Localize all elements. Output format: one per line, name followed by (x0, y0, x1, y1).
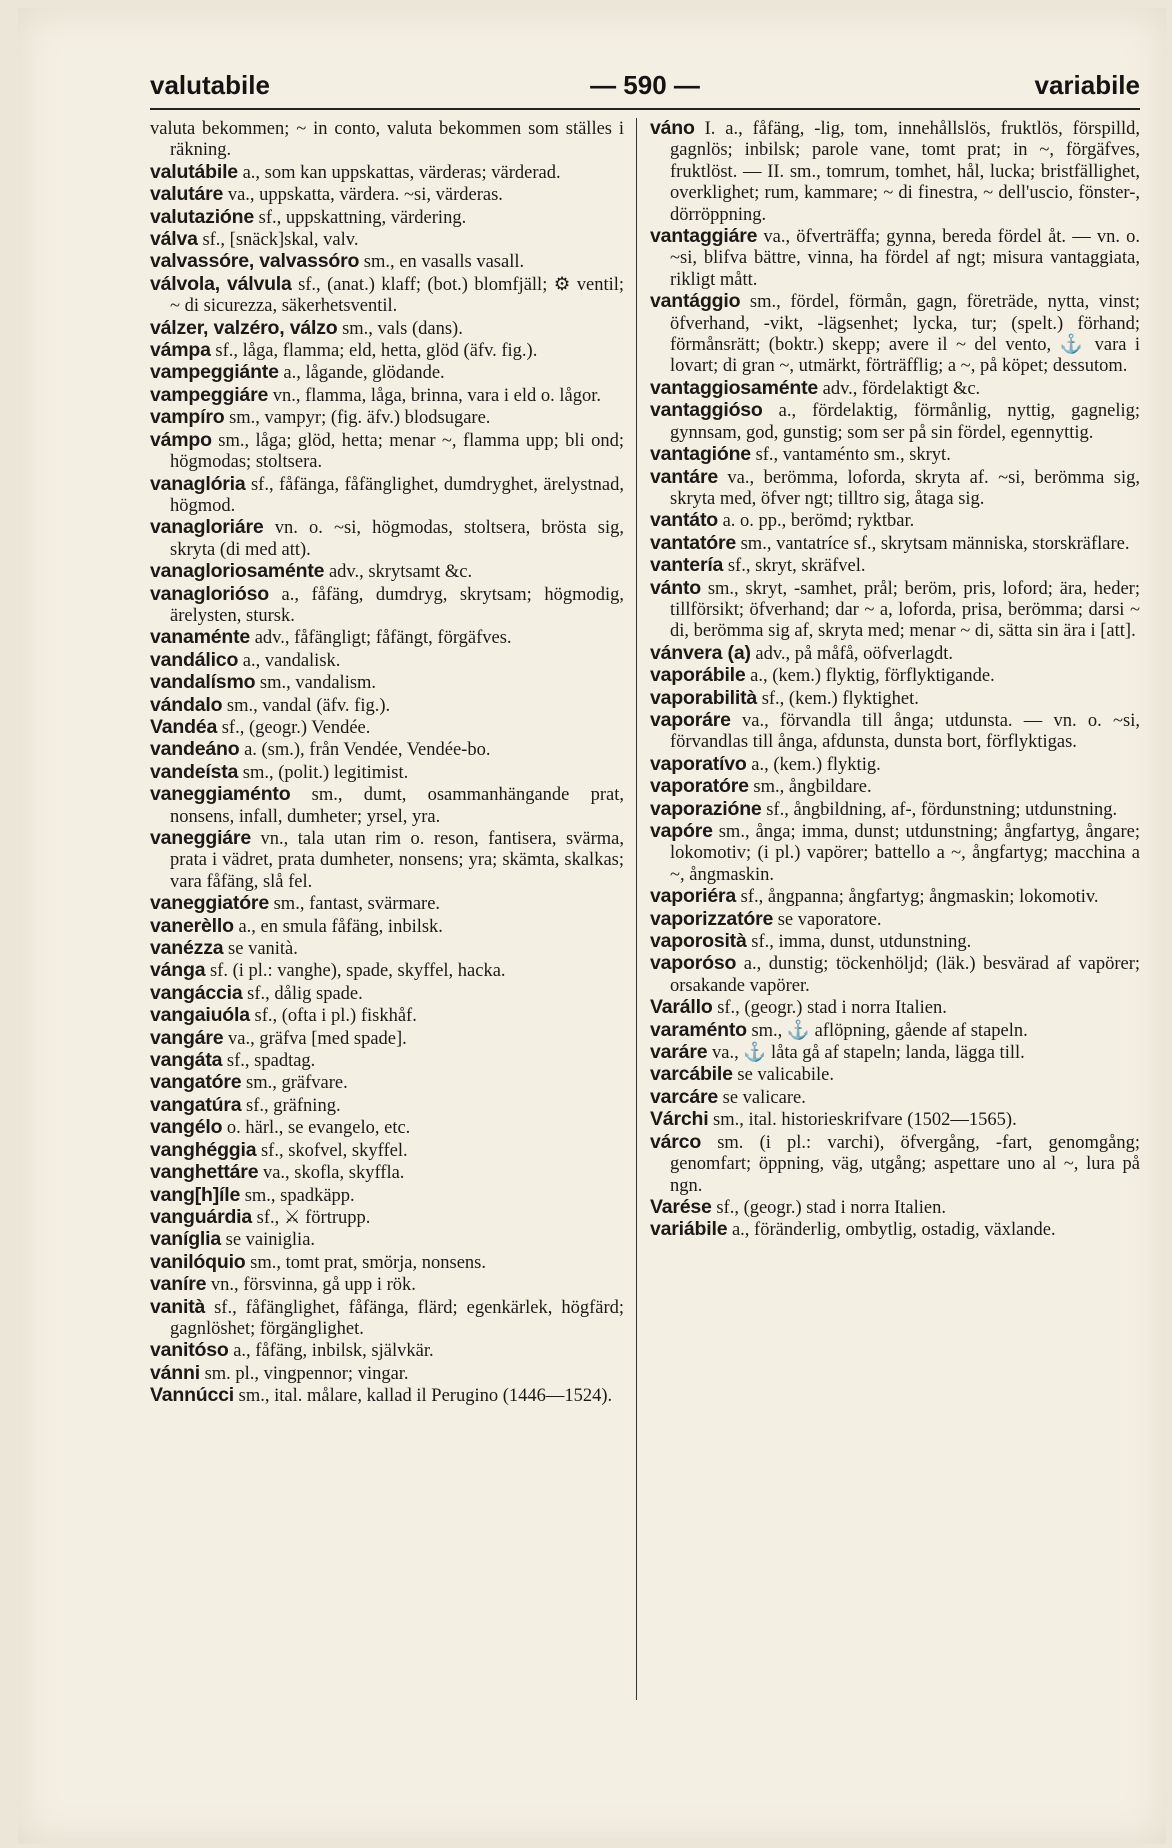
entry-definition: sm., en vasalls vasall. (359, 252, 525, 273)
entry-headword: vánga (150, 959, 206, 982)
dictionary-entry (150, 229, 624, 251)
dictionary-entry (650, 1020, 1140, 1042)
entry-definition: sm., skryt, -samhet, prål; beröm, pris, loford; ära, heder; tillförsikt; öfverhand; dar ~ a, loforda, prisa, berömma; darsi ~ di, berömma sig af, skryta med; menar ~ di, sätta sin ära i [att]. (670, 578, 1145, 642)
dictionary-entry (650, 1064, 1140, 1086)
entry-headword: vaporiéra (650, 885, 736, 908)
dictionary-entry (150, 184, 624, 206)
dictionary-entry (150, 340, 624, 362)
entry-definition: sm., ital. historieskrifvare (1502—1565). (708, 1110, 1017, 1131)
dictionary-entry (650, 1219, 1140, 1241)
dictionary-entry (650, 909, 1140, 931)
entry-definition: a., fåfäng, dumdryg, skrytsam; högmodig, ärelysten, stursk. (170, 584, 629, 626)
dictionary-entry (150, 385, 624, 407)
entry-definition: se valicare. (718, 1087, 806, 1108)
entry-definition: sf., (geogr.) Vendée. (217, 717, 371, 738)
entry-definition: sf., fåfänglighet, fåfänga, flärd; egenkärlek, högfärd; gagnlöshet; förgänglighet. (170, 1297, 629, 1339)
entry-definition: sf., ångpanna; ångfartyg; ångmaskin; lokomotiv. (736, 887, 1099, 908)
dictionary-entry (150, 1274, 624, 1296)
entry-definition: sf., ångbildning, af-, fördunstning; utdunstning. (761, 799, 1118, 820)
entry-definition: sm., tomt prat, smörja, nonsens. (245, 1252, 486, 1273)
entry-definition: a., dunstig; töckenhöljd; (läk.) besvärad af vapörer; orsakande vapörer. (670, 954, 1145, 996)
entry-definition: sm., spadkäpp. (240, 1185, 355, 1206)
entry-definition: a., fåfäng, inbilsk, självkär. (228, 1341, 434, 1362)
dictionary-entry (150, 960, 624, 982)
dictionary-entry (650, 1109, 1140, 1131)
dictionary-entry (150, 1385, 624, 1407)
entry-headword: vantáto (650, 509, 718, 532)
entry-definition: sm., vandal (äfv. fig.). (222, 695, 391, 716)
entry-headword: vampeggiánte (150, 361, 279, 384)
entry-definition: a., föränderlig, ombytlig, ostadig, växlande. (727, 1220, 1056, 1241)
entry-headword: vandalísmo (150, 671, 256, 694)
entry-headword: vaporatívo (650, 752, 747, 775)
entry-headword: vaporosità (650, 930, 747, 953)
entry-definition: sf., gräfning. (241, 1095, 341, 1116)
dictionary-entry (650, 399, 1145, 444)
entry-definition: adv., fördelaktigt &c. (818, 378, 981, 399)
dictionary-entry (150, 893, 624, 915)
entry-headword: varáre (650, 1041, 708, 1064)
entry-definition: sm., dumt, osammanhängande prat, nonsens, infall, dumheter; yrsel, yra. (170, 785, 629, 827)
entry-headword: vangáta (150, 1049, 223, 1072)
entry-definition: sf., fåfänga, fåfänglighet, dumdryghet, ärelystnad, högmod. (170, 474, 629, 516)
dictionary-entry (150, 1162, 624, 1184)
dictionary-entry (650, 378, 1140, 400)
entry-headword: vangatóre (150, 1071, 242, 1094)
entry-headword: vanaménte (150, 626, 251, 649)
dictionary-entry (150, 1207, 624, 1229)
entry-headword: vanghéggia (150, 1138, 257, 1161)
dictionary-entry (650, 1197, 1140, 1219)
entry-definition: va., öfverträffa; gynna, bereda fördel åt. — vn. o. ~si, blifva bättre, vinna, ha fördel af ngt; misura vantaggiata, rikligt mått. (670, 227, 1145, 290)
entry-definition: sf. (i pl.: vanghe), spade, skyffel, hacka. (205, 961, 506, 982)
page-number: — 590 — (590, 70, 700, 100)
dictionary-entry (150, 582, 629, 628)
entry-definition: a., fördelaktig, förmånlig, nyttig, gagnelig; gynnsam, god, gunstig; som ser på sin fördel, egennyttig. (670, 401, 1145, 443)
dictionary-entry (650, 576, 1145, 643)
entry-headword: vantaggiáre (650, 225, 758, 248)
dictionary-entry (650, 665, 1140, 687)
entry-definition: vn. o. ~si, högmodas, stoltsera, brösta sig, skryta (di med att). (170, 518, 629, 560)
dictionary-entry (150, 783, 629, 828)
entry-headword: vaneggiáre (150, 827, 251, 849)
entry-definition: sf., (anat.) klaff; (bot.) blomfjäll; ⚙ ventil; ~ di sicurezza, säkerhetsventil. (170, 274, 629, 317)
entry-headword: vandeáno (150, 738, 240, 761)
entry-headword: vánni (150, 1361, 200, 1384)
entry-definition: a., lågande, glödande. (278, 363, 445, 384)
dictionary-entry (650, 754, 1140, 776)
entry-headword: valvassóre, valvassóro (150, 250, 360, 273)
entry-headword: varcábile (650, 1063, 733, 1086)
dictionary-entry (150, 407, 624, 429)
entry-headword: vaníglia (150, 1228, 222, 1251)
entry-headword: vanerèllo (150, 914, 234, 937)
entry-headword: Varállo (650, 996, 713, 1019)
dictionary-entry (150, 1028, 624, 1050)
header-last-word: variabile (1034, 70, 1140, 100)
entry-headword: vantería (650, 554, 724, 577)
entry-headword: vaporatóre (650, 775, 749, 798)
dictionary-entry (150, 1072, 624, 1094)
entry-definition: sf., spadtag. (222, 1051, 316, 1072)
dictionary-entry (150, 1140, 624, 1162)
entry-definition: se valicabile. (732, 1065, 834, 1086)
entry-definition: sm., ital. målare, kallad il Perugino (1446—1524). (234, 1386, 613, 1407)
page-header (150, 70, 1140, 110)
entry-definition: a., som kan uppskattas, värderas; värderad. (237, 162, 561, 183)
entry-headword: varcáre (650, 1085, 719, 1108)
entry-headword: vánvera (a) (650, 641, 751, 664)
entry-definition: sf., skryt, skräfvel. (723, 556, 866, 577)
dictionary-entry (650, 444, 1140, 466)
dictionary-entry (150, 561, 624, 583)
entry-headword: vang[h]íle (150, 1183, 241, 1206)
entry-definition: sf., (geogr.) stad i norra Italien. (712, 998, 947, 1019)
entry-headword: vaneggiaménto (150, 783, 291, 806)
entry-headword: vaporizzatóre (650, 907, 774, 930)
entry-headword: vandálico (150, 648, 239, 671)
entry-definition: sm., vantatríce sf., skrytsam människa, storskräflare. (735, 533, 1130, 554)
entry-definition: sf., uppskattning, värdering. (254, 207, 467, 228)
dictionary-entry (150, 1117, 624, 1139)
entry-headword: vangáccia (150, 981, 243, 1004)
entry-definition: a. (sm.), från Vendée, Vendée-bo. (239, 740, 491, 761)
dictionary-entry (650, 952, 1145, 997)
dictionary-entry (650, 643, 1140, 665)
dictionary-entry (650, 1042, 1140, 1064)
dictionary-entry (650, 688, 1140, 710)
entry-definition: sm., fantast, svärmare. (268, 894, 441, 915)
entry-headword: variábile (650, 1218, 728, 1241)
entry-headword: vanitóso (150, 1339, 229, 1362)
dictionary-entry (150, 362, 624, 384)
dictionary-entry (650, 799, 1140, 821)
entry-headword: vanghettáre (150, 1161, 259, 1184)
header-first-word: valutabile (150, 70, 270, 100)
entry-definition: se vaporatore. (773, 909, 882, 930)
dictionary-entry (650, 117, 1145, 226)
dictionary-entry (150, 428, 629, 474)
entry-definition: va., förvandla till ånga; utdunsta. — vn. o. ~si, förvandlas till ånga, afdunsta, dunsta bort, förflyktigas. (670, 710, 1145, 753)
dictionary-entry (650, 533, 1140, 555)
entry-headword: vanilóquio (150, 1250, 246, 1273)
dictionary-entry (650, 225, 1145, 291)
entry-definition: va., ⚓ låta gå af stapeln; landa, lägga till. (707, 1043, 1025, 1064)
entry-headword: vanaglória (150, 472, 246, 495)
dictionary-entry (150, 1252, 624, 1274)
entry-headword: vánto (650, 576, 702, 599)
entry-definition: sm., ångbildare. (748, 777, 872, 798)
dictionary-entry (150, 762, 624, 784)
entry-headword: vaníre (150, 1273, 207, 1296)
dictionary-entry (650, 931, 1140, 953)
entry-definition: sm., vals (dans). (337, 318, 463, 339)
left-column (150, 118, 629, 1818)
dictionary-entry (650, 708, 1145, 754)
entry-definition: sf., [snäck]skal, valv. (197, 230, 359, 251)
entry-headword: váno (650, 117, 695, 139)
dictionary-entry (650, 1130, 1145, 1197)
entry-headword: vanézza (150, 937, 224, 960)
dictionary-entry (150, 472, 629, 518)
entry-definition: o. härl., se evangelo, etc. (222, 1118, 411, 1139)
dictionary-entry (150, 1363, 624, 1385)
dictionary-entry (650, 1087, 1140, 1109)
entry-headword: vantággio (650, 290, 741, 313)
dictionary-entry (650, 820, 1145, 886)
dictionary-entry (650, 886, 1140, 908)
entry-definition: sm., vampyr; (fig. äfv.) blodsugare. (224, 408, 491, 429)
entry-headword: vantáre (650, 465, 718, 488)
entry-definition: sf., skofvel, skyffel. (256, 1140, 408, 1161)
dictionary-entry (150, 1050, 624, 1072)
entry-definition: a., en smula fåfäng, inbilsk. (233, 916, 443, 937)
entry-definition: adv., skrytsamt &c. (324, 562, 473, 583)
dictionary-entry (150, 1229, 624, 1251)
entry-headword: vaporáre (650, 708, 731, 731)
dictionary-entry (150, 516, 629, 561)
dictionary-entry (150, 983, 624, 1005)
entry-headword: válvola, válvula (150, 272, 292, 295)
entry-definition: sf., imma, dunst, utdunstning. (746, 932, 972, 953)
dictionary-entry (650, 465, 1145, 511)
entry-headword: vándalo (150, 693, 223, 716)
entry-headword: Várchi (650, 1108, 709, 1131)
entry-headword: vanagloriáre (150, 516, 264, 539)
entry-headword: vantatóre (650, 531, 736, 554)
entry-definition: sm. (i pl.: varchi), öfvergång, -fart, genomgång; genomfart; öppning, väg, utgång; aspettare uno al ~, lura på ngn. (670, 1132, 1145, 1196)
entry-headword: valutábile (150, 160, 238, 183)
entry-headword: valutáre (150, 183, 224, 206)
entry-definition: sm., låga; glöd, hetta; menar ~, flamma upp; bli ond; högmodas; stoltsera. (170, 430, 629, 473)
dictionary-entry (650, 997, 1140, 1019)
column-divider (636, 118, 637, 1700)
entry-definition: sf., ⚔ förtrupp. (252, 1207, 371, 1228)
entry-headword: vanaglorióso (150, 582, 269, 605)
dictionary-entry (650, 776, 1140, 798)
entry-definition: va., uppskatta, värdera. ~si, värderas. (223, 185, 503, 206)
entry-headword: vampeggiáre (150, 383, 269, 406)
entry-headword: válzer, valzéro, válzo (150, 316, 338, 339)
entry-headword: Vandéa (150, 715, 218, 738)
entry-definition: sf., låga, flamma; eld, hetta, glöd (äfv. fig.). (210, 341, 538, 362)
entry-headword: válva (150, 228, 198, 251)
entry-headword: vangatúra (150, 1093, 242, 1116)
entry-headword: vanagloriosaménte (150, 560, 325, 583)
dictionary-entry (150, 1340, 624, 1362)
dictionary-entry (150, 207, 624, 229)
dictionary-entry (150, 627, 624, 649)
dictionary-entry (150, 916, 624, 938)
entry-definition: sf., dålig spade. (242, 983, 363, 1004)
entry-headword: vandeísta (150, 760, 239, 783)
dictionary-entry (650, 290, 1145, 378)
entry-definition: adv., fåfängligt; fåfängt, förgäfves. (250, 628, 512, 649)
entry-headword: vampíro (150, 406, 225, 429)
entry-headword: vanguárdia (150, 1205, 253, 1228)
dictionary-entry (150, 1005, 624, 1027)
entry-headword: vantaggiosaménte (650, 376, 819, 399)
dictionary-entry (150, 1095, 624, 1117)
dictionary-entry (650, 555, 1140, 577)
dictionary-entry (150, 272, 629, 318)
entry-headword: vaneggiatóre (150, 892, 269, 915)
entry-headword: vangaiuóla (150, 1004, 250, 1027)
dictionary-entry (150, 1295, 629, 1341)
entry-headword: varaménto (650, 1018, 747, 1041)
entry-definition: a., (kem.) flyktig. (746, 754, 881, 775)
dictionary-entry (150, 672, 624, 694)
entry-definition: a. o. pp., berömd; ryktbar. (717, 511, 915, 532)
entry-headword: Varése (650, 1195, 712, 1218)
dictionary-entry (150, 251, 624, 273)
entry-definition: sm., (polit.) legitimist. (238, 762, 409, 783)
entry-headword: vaporóso (650, 952, 737, 975)
entry-definition: a., vandalisk. (238, 650, 341, 671)
entry-definition: vn., försvinna, gå upp i rök. (206, 1275, 416, 1296)
dictionary-entry (150, 118, 629, 162)
entry-definition: sf., vantaménto sm., skryt. (750, 445, 951, 466)
entry-definition: sm. pl., vingpennor; vingar. (199, 1363, 409, 1384)
dictionary-entry (150, 938, 624, 960)
entry-definition: va., skofla, skyffla. (258, 1163, 405, 1184)
entry-definition: sm., ⚓ aflöpning, gående af stapeln. (746, 1020, 1028, 1041)
dictionary-entry (150, 650, 624, 672)
entry-headword: vaporabilità (650, 686, 758, 709)
entry-definition: sf., (ofta i pl.) fiskhåf. (249, 1006, 417, 1027)
dictionary-entry (150, 318, 624, 340)
entry-definition: va., gräfva [med spade]. (223, 1028, 407, 1049)
entry-definition: sm., gräfvare. (241, 1073, 348, 1094)
entry-definition: sf., (kem.) flyktighet. (757, 688, 919, 709)
entry-headword: valutazióne (150, 205, 254, 228)
dictionary-entry (150, 1185, 624, 1207)
dictionary-entry (150, 162, 624, 184)
dictionary-entry (150, 717, 624, 739)
entry-headword: vantagióne (650, 443, 751, 466)
entry-definition: sm., fördel, förmån, gagn, företräde, nytta, vinst; öfverhand, -vikt, -lägsenhet; lycka, tur; (spelt.) förhand; förmånsrätt; (boktr.) skepp; avere il ~ del vento, ⚓ vara i lovart; di gran ~, utmärkt, förträfflig; a ~, på köpet; dessutom. (670, 292, 1145, 377)
entry-headword: vaporazióne (650, 797, 762, 820)
entry-definition: adv., på måfå, oöfverlagdt. (750, 643, 953, 664)
entry-definition: se vanità. (223, 939, 298, 960)
entry-definition: se vainiglia. (221, 1230, 316, 1251)
entry-definition: vn., tala utan rim o. reson, fantisera, svärma, prata i vädret, prata dumheter, nonsens; yra; skämta, skalkas; vara fåfäng, slå fel. (170, 829, 629, 892)
entry-headword: várco (650, 1130, 702, 1153)
entry-headword: Vannúcci (150, 1384, 235, 1407)
entry-headword: vangélo (150, 1116, 223, 1139)
entry-definition: valuta bekommen; ~ in conto, valuta bekommen som ställes i räkning. (150, 119, 629, 161)
entry-headword: vapóre (650, 820, 713, 842)
entry-headword: vangáre (150, 1026, 224, 1049)
entry-definition: sf., (geogr.) stad i norra Italien. (711, 1197, 946, 1218)
entry-headword: vanità (150, 1295, 206, 1318)
entry-definition: sm., vandalism. (255, 673, 377, 694)
entry-definition: sm., ånga; imma, dunst; utdunstning; ångfartyg, ångare; lokomotiv; (i pl.) vapörer; battello a ~, ångfartyg; macchina a ~, ångmaskin. (670, 822, 1145, 885)
dictionary-entry (150, 827, 629, 893)
entry-headword: vantaggióso (650, 399, 763, 422)
dictionary-entry (150, 695, 624, 717)
right-column (650, 117, 1145, 1818)
dictionary-entry (150, 739, 624, 761)
entry-definition: vn., flamma, låga, brinna, vara i eld o. lågor. (268, 385, 602, 406)
entry-headword: vaporábile (650, 664, 746, 687)
entry-definition: a., (kem.) flyktig, förflyktigande. (745, 666, 995, 687)
entry-definition: va., berömma, loforda, skryta af. ~si, berömma sig, skryta med, öfver ngt; tilltro sig, åtaga sig. (670, 467, 1145, 509)
header-rule (150, 108, 1140, 110)
entry-headword: vámpa (150, 339, 211, 362)
dictionary-entry (650, 510, 1140, 532)
entry-definition: I. a., fåfäng, -lig, tom, innehållslös, fruktlös, förspilld, gagnlös; inbilsk; parole vane, tomt prat; in ~, förgäfves, fruktlöst. — II. sm., tomrum, tomhet, hål, lucka; bristfällighet, overklighet; rum, kammare; ~ di finestra, ~ dell'uscio, fönster-, dörröppning. (670, 119, 1145, 225)
entry-headword: vámpo (150, 428, 212, 451)
